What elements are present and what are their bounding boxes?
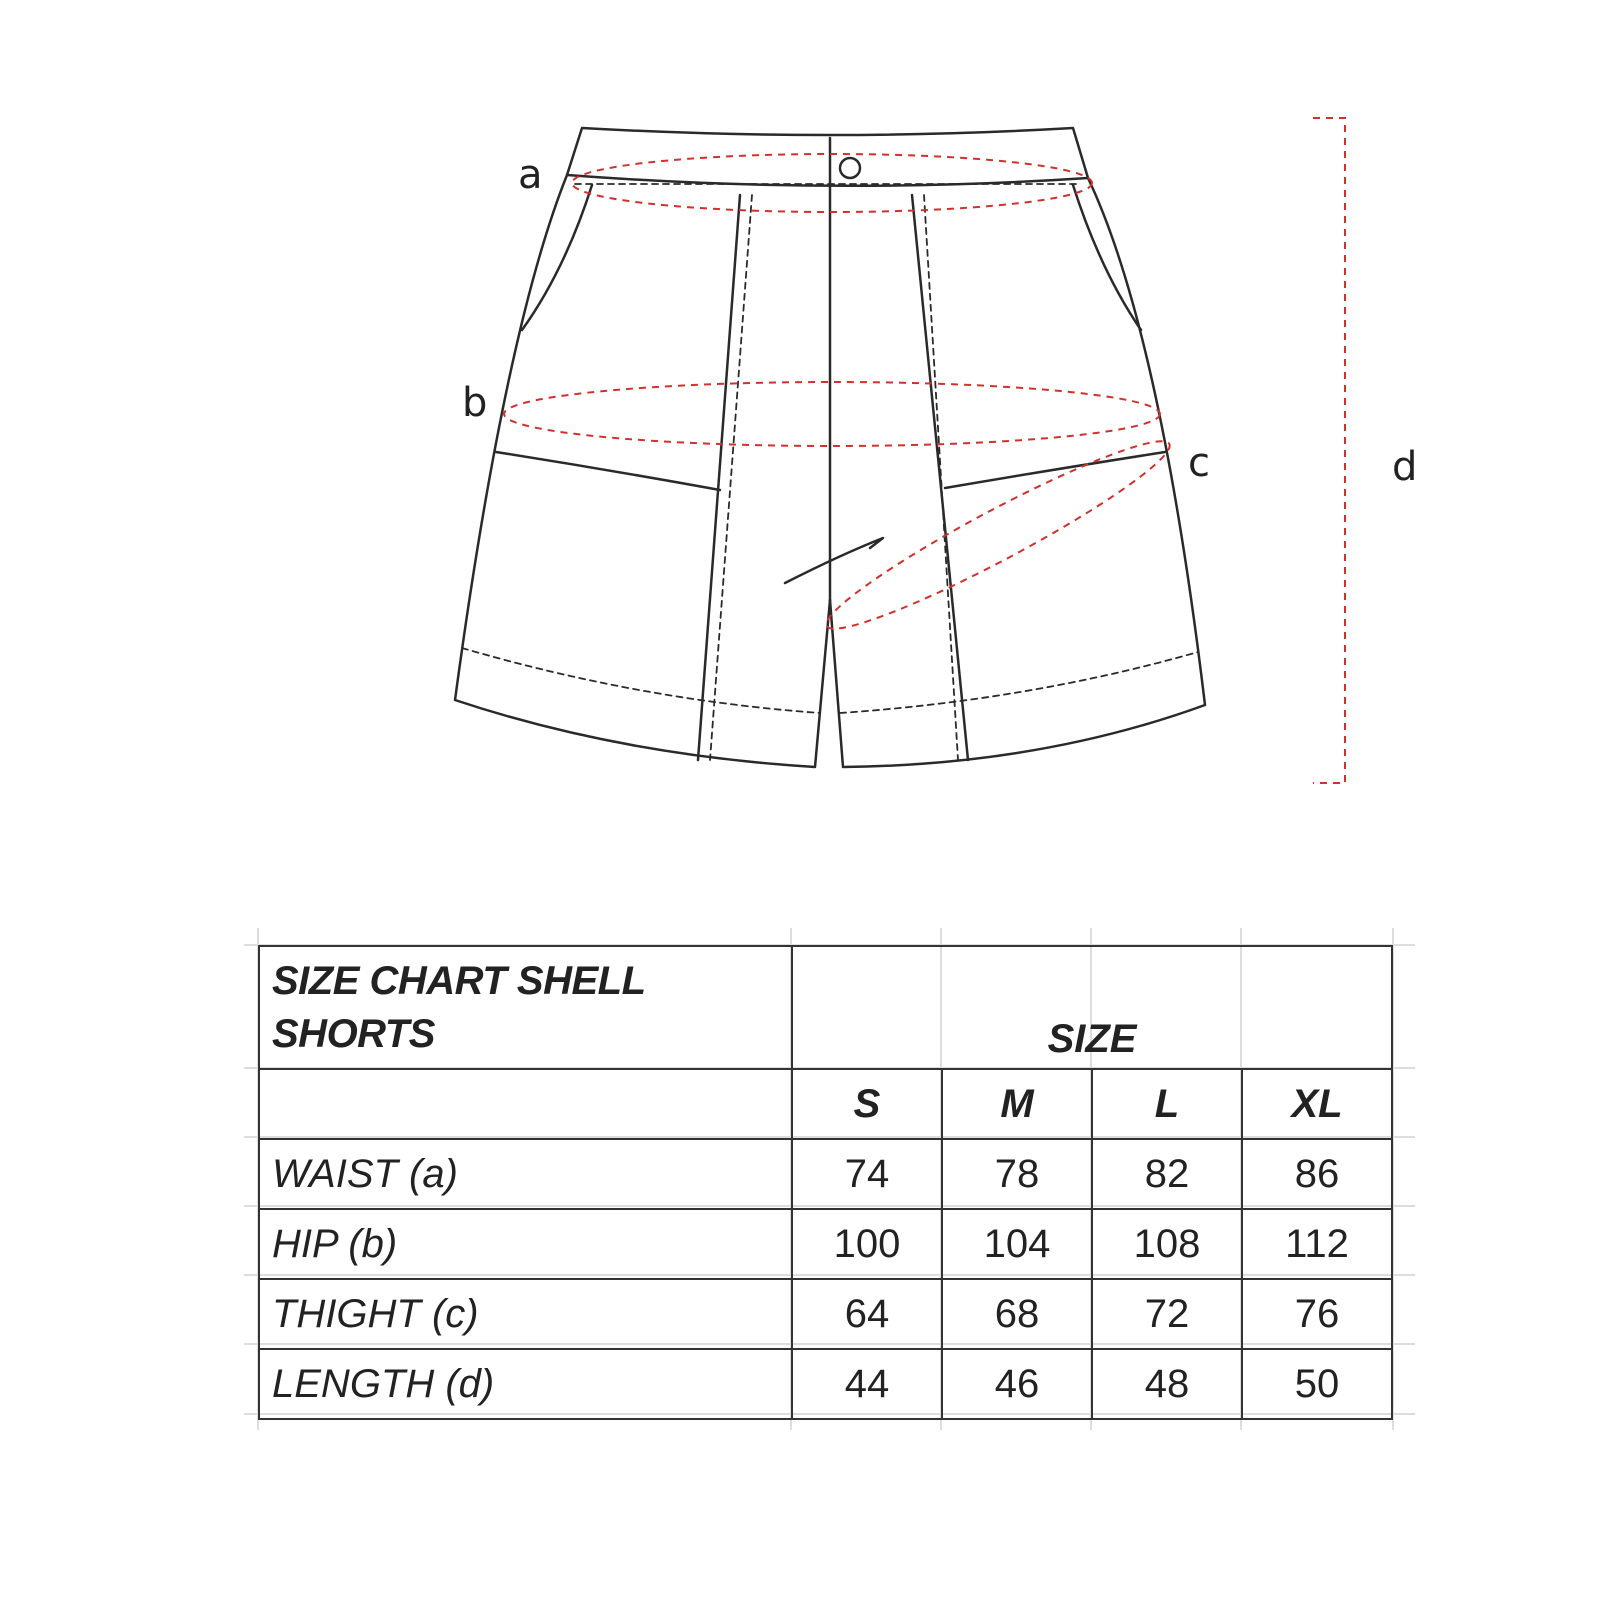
size-header: SIZE (792, 946, 1392, 1069)
size-xl-header: XL (1242, 1069, 1392, 1139)
row-label-waist: WAIST (a) (259, 1139, 792, 1209)
empty-header-cell (259, 1069, 792, 1139)
table-cell: 82 (1092, 1139, 1242, 1209)
length-label: d (1392, 444, 1418, 490)
row-label-thigh: THIGHT (c) (259, 1279, 792, 1349)
table-cell: 78 (942, 1139, 1092, 1209)
waistband (567, 128, 1088, 186)
table-row-length (259, 1349, 1392, 1419)
right-leg-outline (830, 178, 1205, 767)
table-cell: 104 (942, 1209, 1092, 1279)
row-label-length: LENGTH (d) (259, 1349, 792, 1419)
table-title-line2: SHORTS (272, 1011, 435, 1056)
button-icon (840, 158, 860, 178)
title-row (259, 946, 1392, 1069)
table-cell: 68 (942, 1279, 1092, 1349)
right-hem-stitch (840, 652, 1198, 713)
length-measure-line (1313, 118, 1345, 783)
table-title-line1: SIZE CHART SHELL (272, 958, 646, 1003)
table-row-thigh (259, 1279, 1392, 1349)
thigh-label: c (1188, 440, 1210, 486)
size-chart-table (258, 945, 1393, 1420)
size-columns-row (259, 1069, 1392, 1139)
crotch-fold (785, 538, 883, 583)
table-cell: 74 (792, 1139, 942, 1209)
table-cell: 48 (1092, 1349, 1242, 1419)
table-cell: 108 (1092, 1209, 1242, 1279)
left-cargo-flap (496, 452, 720, 490)
table-cell: 86 (1242, 1139, 1392, 1209)
table-cell: 64 (792, 1279, 942, 1349)
table-cell: 72 (1092, 1279, 1242, 1349)
table-cell: 112 (1242, 1209, 1392, 1279)
hip-measure-ellipse (504, 382, 1160, 446)
table-row-hip (259, 1209, 1392, 1279)
table-cell: 100 (792, 1209, 942, 1279)
left-hem-stitch (462, 648, 820, 713)
right-pocket-curve (1073, 185, 1141, 330)
left-leg-outline (455, 175, 830, 767)
thigh-measure-ellipse (815, 422, 1181, 648)
table-cell: 76 (1242, 1279, 1392, 1349)
size-l-header: L (1092, 1069, 1242, 1139)
table-title (259, 946, 792, 1069)
table-cell: 46 (942, 1349, 1092, 1419)
right-panel-seam (912, 195, 968, 760)
left-pocket-curve (522, 185, 592, 330)
waist-label: a (518, 152, 543, 198)
table-cell: 50 (1242, 1349, 1392, 1419)
table-row-waist (259, 1139, 1392, 1209)
left-panel-stitch (710, 195, 752, 760)
size-s-header: S (792, 1069, 942, 1139)
left-panel-seam (698, 195, 740, 760)
hip-label: b (462, 380, 488, 426)
table-cell: 44 (792, 1349, 942, 1419)
row-label-hip: HIP (b) (259, 1209, 792, 1279)
size-m-header: M (942, 1069, 1092, 1139)
